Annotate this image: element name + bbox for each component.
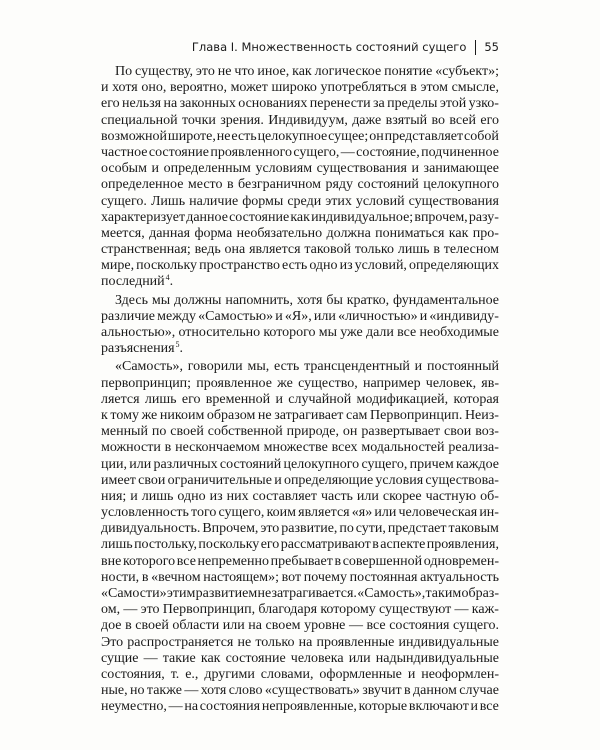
text-line: Здесь мы должны напомнить, хотя бы кратко, фундаментальное xyxy=(115,292,499,308)
text-line: дое в своей области или на своем уровне — все состояния сущего. xyxy=(101,618,499,634)
text-line: специальной точки зрения. Индивидуум, даже взятый во всей его xyxy=(101,112,499,128)
paragraph xyxy=(101,293,499,358)
footnote-marker: 5 xyxy=(175,340,180,350)
text-line: Это распространяется не только на проявленные индивидуальные xyxy=(101,634,499,650)
text-line: его нельзя на законных основаниях перенести за пределы этой узко- xyxy=(101,96,499,112)
text-line: «Самости» этим развитием не затрагивается. «Самость», таким образ- xyxy=(101,586,499,601)
footnote-marker: 4 xyxy=(165,273,170,283)
text-line: странственная; ведь она является таковой только лишь в телесном xyxy=(101,242,499,258)
text-line: альностью», относительно которого мы уже дали все необходимые xyxy=(101,325,499,340)
text-line: определенное место в безграничном ряду состояний целокупного xyxy=(101,177,499,193)
text-line: меется, данная форма необязательно должна пониматься как про- xyxy=(101,225,499,241)
text-line: ности, в «вечном настоящем»; вот почему постоянная актуальность xyxy=(101,569,499,585)
text-line: разъяснения$^5$. xyxy=(101,340,184,357)
text-line: последний$^4$. xyxy=(101,273,174,290)
text-line: состояния, т. е., другими словами, оформленные и неоформлен- xyxy=(101,666,499,682)
text-line: мире, поскольку пространство есть одно из условий, определяющих xyxy=(101,258,499,274)
text-line: ния; и лишь одно из них составляет часть или скорее частную об- xyxy=(101,488,499,504)
text-line: дивидуальность. Впрочем, это развитие, по сути, предстает таковым xyxy=(101,521,499,537)
text-line: можности в нескончаемом множестве всех модальностей реализа- xyxy=(101,440,499,456)
text-line: частное состояние проявленного сущего, — состояние, подчиненное xyxy=(101,144,499,160)
running-head xyxy=(118,38,499,56)
chapter-title: Глава I. Множественность состояний сущего xyxy=(191,40,467,54)
text-line: менный по своей собственной природе, он развертывает свои воз- xyxy=(101,424,499,440)
text-line: сущие — такие как состояние человека или надындивидуальные xyxy=(101,650,499,666)
text-line: ом, — это Первопринцип, благодаря которому существуют — каж- xyxy=(101,602,499,618)
text-line: первопринцип; проявленное же существо, например человек, яв- xyxy=(101,375,499,391)
body-text xyxy=(101,64,499,716)
text-line: ции, или различных состояний целокупного сущего, причем каждое xyxy=(101,456,499,472)
text-line: различие между «Самостью» и «Я», или «личностью» и «индивиду- xyxy=(101,308,499,324)
text-line: «Самость», говорили мы, есть трансцендентный и постоянный xyxy=(115,359,499,375)
text-line: имеет свои ограничительные и определяющие условия существова- xyxy=(101,472,499,488)
text-line: неуместно, — на состояния непроявленные, которые включают и все xyxy=(101,699,499,715)
text-line: характеризует данное состояние как индивидуальное; впрочем, разу- xyxy=(101,209,499,225)
text-line: сущего. Лишь наличие формы среди этих условий существования xyxy=(101,193,499,209)
paragraph xyxy=(101,64,499,291)
text-line: вне которого все непременно пребывает в совершенной одновремен- xyxy=(101,553,499,569)
paragraph xyxy=(101,359,499,715)
header-separator xyxy=(475,40,476,55)
text-line: особым и определенным условиям существования и занимающее xyxy=(101,161,499,177)
text-line: ляется лишь его временной и случайной модификацией, которая xyxy=(101,391,499,407)
text-line: к тому же никоим образом не затрагивает сам Первопринцип. Неиз- xyxy=(101,407,499,423)
text-line: возможной широте, не есть целокупное сущее; он представляет собой xyxy=(101,128,499,144)
text-line: лишь постольку, поскольку его рассматривают в аспекте проявления, xyxy=(101,537,499,553)
text-line: По существу, это не что иное, как логическое понятие «субъект»; xyxy=(115,64,499,79)
text-line: ные, но также — хотя слово «существовать» звучит в данном случае xyxy=(101,683,499,699)
text-line: и хотя оно, вероятно, может широко употребляться в этом смысле, xyxy=(101,80,499,96)
text-line: условленность того сущего, коим является «я» или человеческая ин- xyxy=(101,505,499,521)
page-number: 55 xyxy=(484,40,499,54)
